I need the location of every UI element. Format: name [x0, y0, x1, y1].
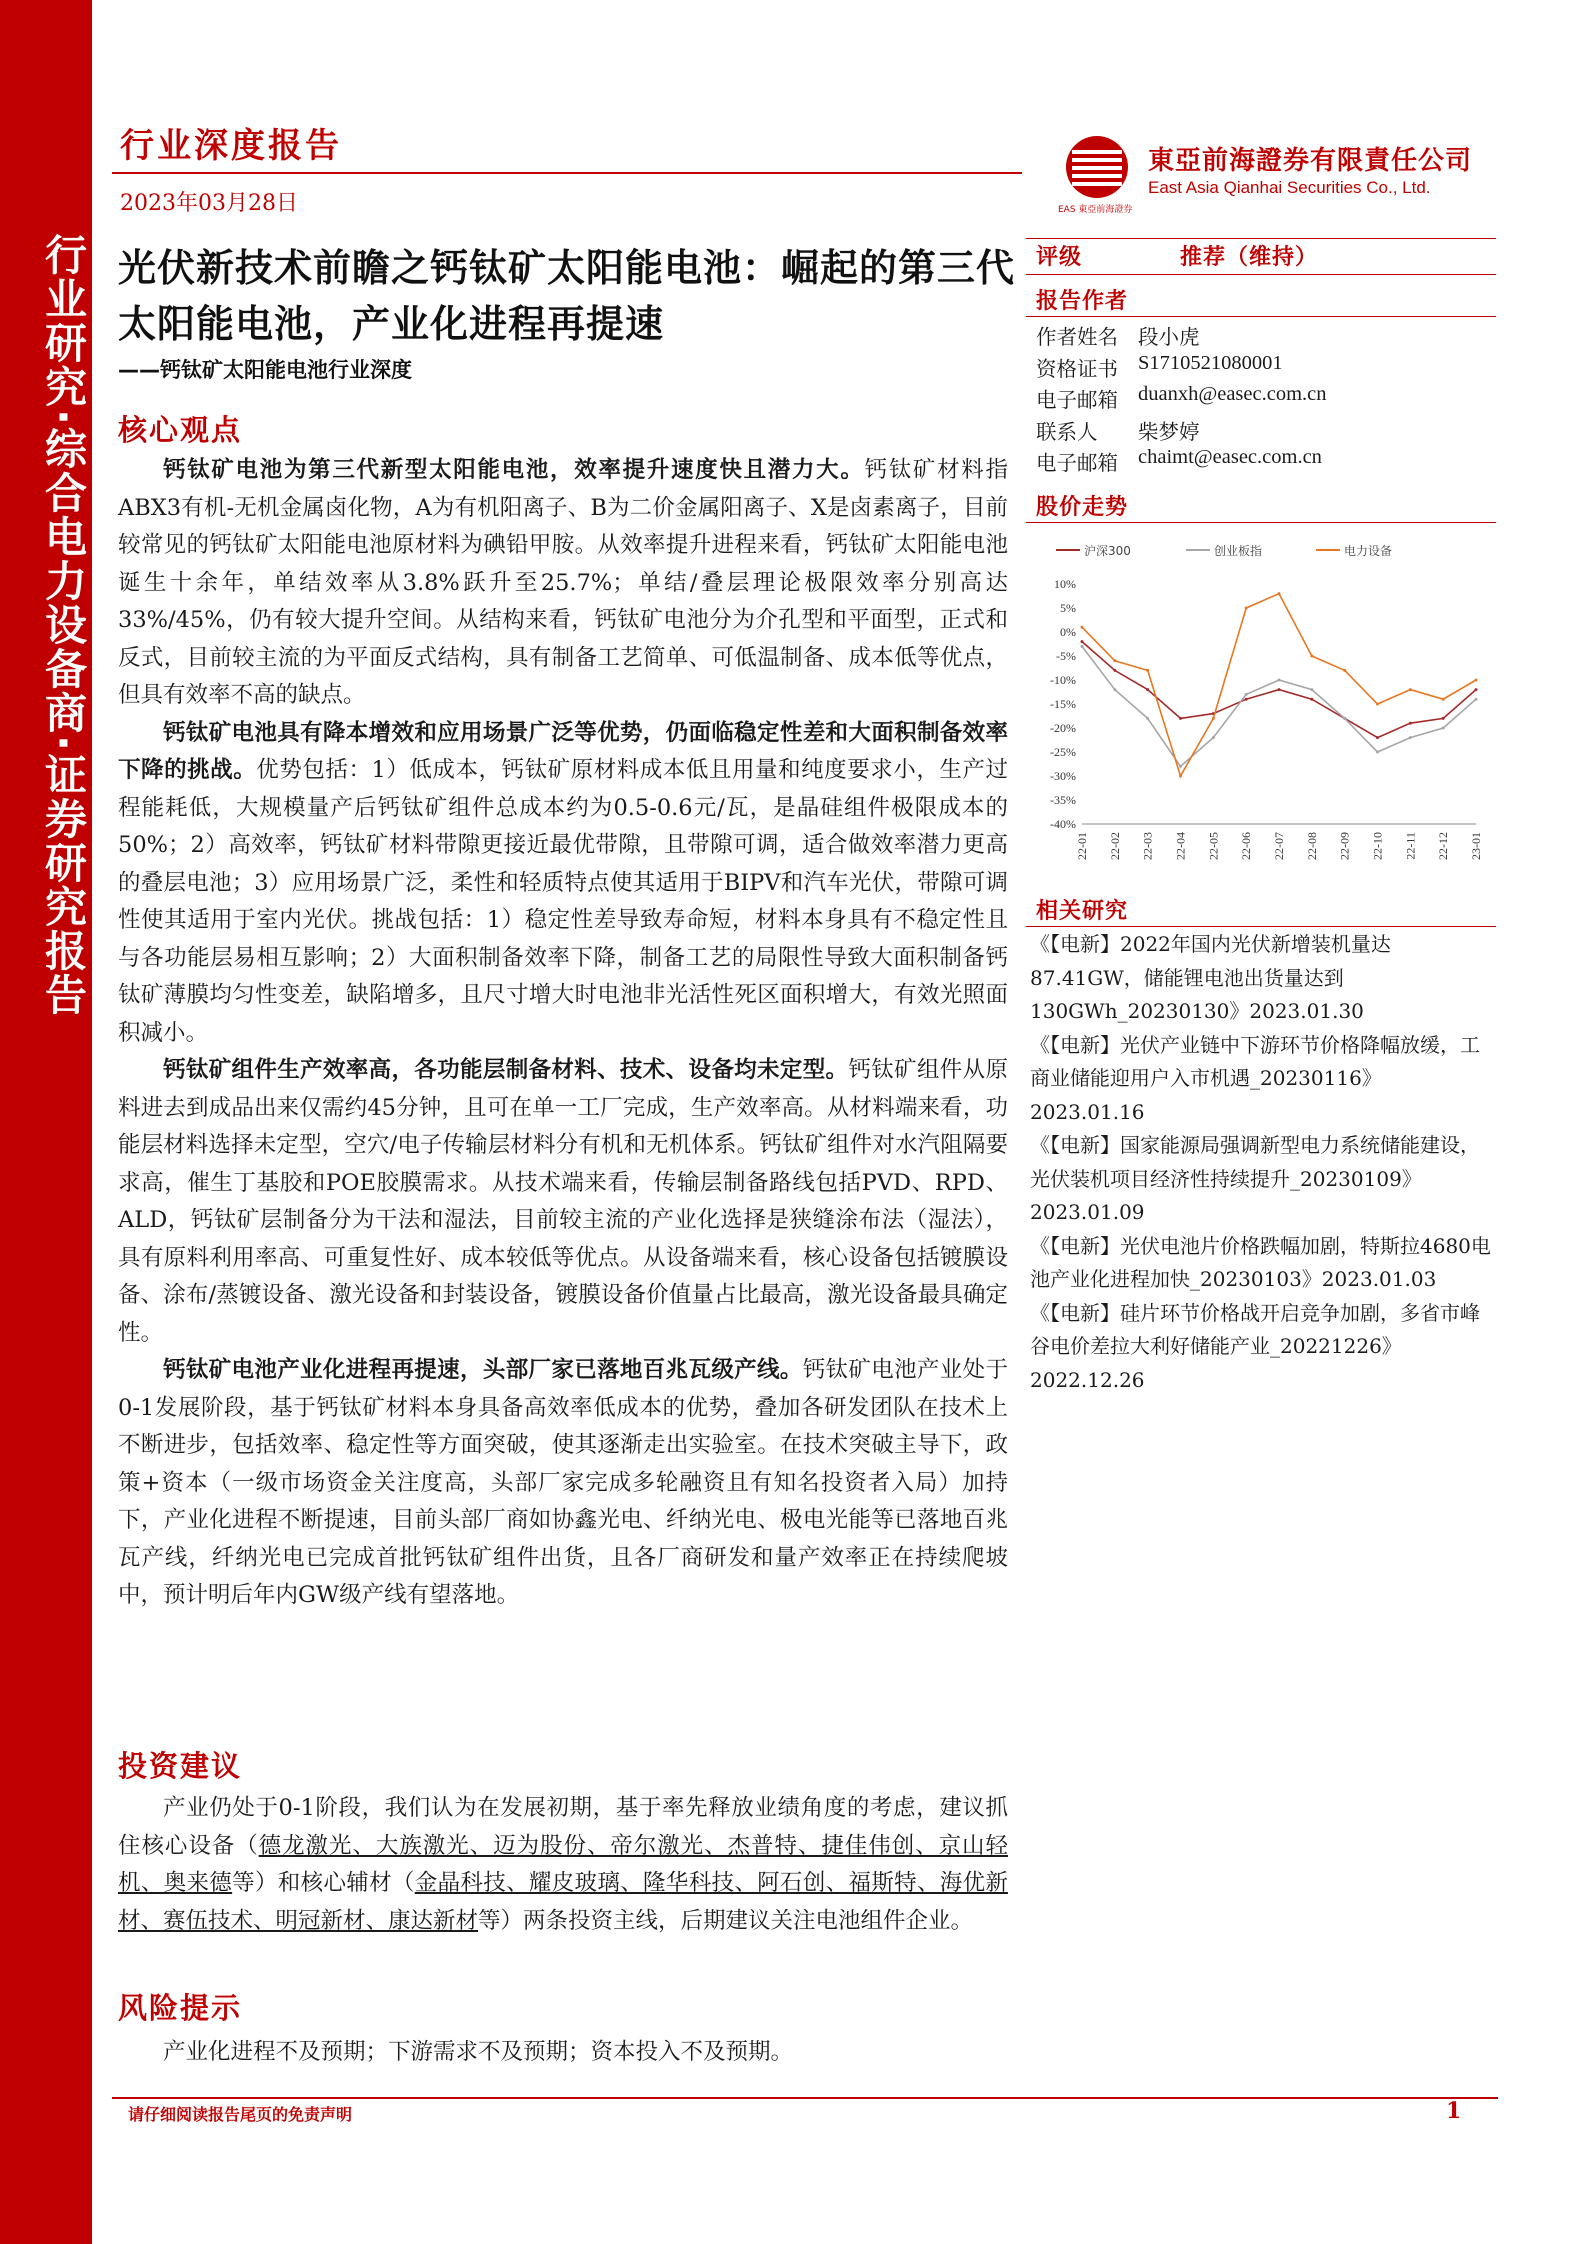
core-paragraph-2: [118, 715, 1008, 1053]
data-point: [1113, 659, 1116, 662]
section-invest-advice: 投资建议: [118, 1749, 243, 1783]
side-label: 行业研究·综合电力设备商·证券研究报告: [39, 233, 88, 1017]
report-date: 2023年03月28日: [120, 191, 298, 216]
price-trend-chart: [1026, 532, 1496, 872]
data-point: [1376, 703, 1379, 706]
x-tick-label: 22-02: [1107, 832, 1122, 860]
report-subtitle: ——钙钛矿太阳能电池行业深度: [118, 358, 412, 382]
data-point: [1146, 669, 1149, 672]
author-value: 柴梦婷: [1138, 421, 1200, 444]
x-tick-label: 22-10: [1370, 832, 1385, 860]
header-divider: [112, 172, 1022, 174]
data-point: [1376, 736, 1379, 739]
company-logo-icon: [1064, 134, 1130, 200]
data-point: [1409, 688, 1412, 691]
data-point: [1475, 698, 1478, 701]
invest-paragraph: [118, 1790, 1008, 1940]
author-value: 段小虎: [1138, 327, 1200, 349]
y-tick-label: -40%: [1050, 817, 1076, 831]
author-row: [1036, 352, 1486, 384]
y-tick-label: -10%: [1050, 673, 1076, 687]
data-point: [1081, 645, 1084, 648]
company-name-cn: 東亞前海證券有限責任公司: [1148, 146, 1473, 176]
y-tick-label: -15%: [1050, 697, 1076, 711]
data-point: [1179, 775, 1182, 778]
section-core-views: 核心观点: [118, 413, 243, 447]
data-point: [1278, 688, 1281, 691]
author-key: 电子邮箱: [1036, 388, 1118, 412]
data-point: [1343, 717, 1346, 720]
rating-value: 推荐（维持）: [1180, 245, 1319, 270]
data-point: [1475, 688, 1478, 691]
y-tick-label: -25%: [1050, 745, 1076, 759]
invest-core-equipment: 德龙激光、大族激光、迈为股份、帝尔激光、杰普特、捷佳伟创、京山轻机、奥来德: [118, 1832, 1008, 1896]
core-body: [118, 452, 1008, 1615]
data-point: [1245, 698, 1248, 701]
data-point: [1081, 640, 1084, 643]
author-key: 联系人: [1036, 419, 1098, 444]
x-tick-label: 22-06: [1239, 832, 1254, 860]
rating-bottom-rule: [1026, 274, 1496, 275]
author-key: 电子邮箱: [1036, 451, 1118, 475]
data-point: [1146, 688, 1149, 691]
page-number: 1: [1446, 2098, 1462, 2124]
related-item[interactable]: 《【电新】国家能源局强调新型电力系统储能建设，光伏装机项目经济性持续提升_20230109》2023.01.09: [1030, 1133, 1480, 1224]
author-email[interactable]: chaimt@easec.com.cn: [1138, 446, 1322, 468]
data-point: [1442, 698, 1445, 701]
data-point: [1310, 698, 1313, 701]
y-tick-label: -30%: [1050, 769, 1076, 783]
data-point: [1376, 751, 1379, 754]
data-point: [1245, 693, 1248, 696]
invest-text-1: 产业仍处于0-1阶段，我们认为在发展初期，基于率先释放业绩角度的考虑，建议抓住核心设备（: [118, 1795, 1008, 1859]
x-tick-label: 22-12: [1436, 832, 1451, 860]
author-row: [1036, 383, 1486, 415]
data-point: [1475, 679, 1478, 682]
author-email[interactable]: duanxh@easec.com.cn: [1138, 383, 1327, 405]
x-tick-label: 22-03: [1140, 832, 1155, 860]
related-research-list: [1030, 928, 1496, 1397]
data-point: [1409, 722, 1412, 725]
data-point: [1442, 717, 1445, 720]
related-item[interactable]: 《【电新】光伏电池片价格跌幅加剧，特斯拉4680电池产业化进程加快_20230103》2023.01.03: [1030, 1233, 1491, 1291]
series-line: [1082, 646, 1476, 766]
y-tick-label: -5%: [1056, 649, 1076, 663]
x-tick-label: 22-04: [1173, 832, 1188, 860]
x-tick-label: 22-09: [1337, 832, 1352, 860]
report-title: 光伏新技术前瞻之钙钛矿太阳能电池：崛起的第三代太阳能电池，产业化进程再提速: [118, 246, 1016, 346]
legend-label: 创业板指: [1214, 544, 1263, 558]
core-p2-lead: 钙钛矿电池具有降本增效和应用场景广泛等优势，仍面临稳定性差和大面积制备效率下降的挑战。: [118, 719, 1008, 783]
footer-divider: [112, 2097, 1498, 2099]
disclaimer-note: 请仔细阅读报告尾页的免责声明: [128, 2105, 353, 2124]
x-tick-label: 22-05: [1206, 832, 1221, 860]
invest-text-3: 等）两条投资主线，后期建议关注电池组件企业。: [478, 1907, 974, 1934]
data-point: [1113, 688, 1116, 691]
data-point: [1409, 736, 1412, 739]
y-tick-label: -35%: [1050, 793, 1076, 807]
data-point: [1179, 717, 1182, 720]
risk-body: [118, 2034, 1008, 2072]
price-trend-heading: 股价走势: [1036, 495, 1129, 520]
legend-label: 电力设备: [1344, 544, 1393, 558]
authors-rule: [1026, 316, 1496, 317]
data-point: [1442, 727, 1445, 730]
price-trend-rule: [1026, 522, 1496, 523]
data-point: [1146, 717, 1149, 720]
related-item[interactable]: 《【电新】2022年国内光伏新增装机量达87.41GW，储能锂电池出货量达到130GWh_20230130》2023.01.30: [1030, 932, 1391, 1023]
core-p3-text: 钙钛矿组件从原料进去到成品出来仅需约45分钟，且可在单一工厂完成，生产效率高。从材料端来看，功能层材料选择未定型，空穴/电子传输层材料分有机和无机体系。钙钛矿组件对水汽阻隔要求高，催生丁基胶和POE胶膜需求。从技术端来看，传输层制备路线包括PVD、RPD、ALD，钙钛矿层制备分为干法和湿法，目前较主流的产业化选择是狭缝涂布法（湿法），具有原料利用率高、可重复性好、成本较低等优点。从设备端来看，核心设备包括镀膜设备、涂布/蒸镀设备、激光设备和封装设备，镀膜设备价值量占比最高，激光设备最具确定性。: [118, 1057, 1008, 1346]
author-key: 作者姓名: [1036, 325, 1118, 349]
related-item[interactable]: 《【电新】光伏产业链中下游环节价格降幅放缓，工商业储能迎用户入市机遇_20230116》2023.01.16: [1030, 1032, 1480, 1124]
data-point: [1278, 592, 1281, 595]
logo-caption: EAS 東亞前海證券: [1058, 205, 1133, 215]
core-p2-text: 优势包括：1）低成本，钙钛矿原材料成本低且用量和纯度要求小，生产过程能耗低，大规模量产后钙钛矿组件总成本约为0.5-0.6元/瓦，是晶硅组件极限成本的50%；2）高效率，钙钛矿材料带隙更接近最优带隙，且带隙可调，适合做效率潜力更高的叠层电池；3）应用场景广泛，柔性和轻质特点使其适用于BIPV和汽车光伏，带隙可调性使其适用于室内光伏。挑战包括：1）稳定性差导致寿命短，材料本身具有不稳定性且与各功能层易相互影响；2）大面积制备效率下降，制备工艺的局限性导致大面积制备钙钛矿薄膜均匀性变差，缺陷增多，且尺寸增大时电池非光活性死区面积增大，有效光照面积减小。: [118, 757, 1008, 1046]
x-tick-label: 22-11: [1403, 832, 1418, 860]
section-risk: 风险提示: [118, 1991, 243, 2025]
data-point: [1343, 669, 1346, 672]
rating-top-rule: [1026, 238, 1496, 239]
core-paragraph-3: [118, 1052, 1008, 1352]
y-tick-label: 0%: [1060, 625, 1076, 639]
related-item[interactable]: 《【电新】硅片环节价格战开启竞争加剧，多省市峰谷电价差拉大利好储能产业_20221226》2022.12.26: [1030, 1300, 1480, 1392]
data-point: [1245, 607, 1248, 610]
y-tick-label: 5%: [1060, 601, 1076, 615]
core-p4-text: 钙钛矿电池产业处于0-1发展阶段，基于钙钛矿材料本身具备高效率低成本的优势，叠加各研发团队在技术上不断进步，包括效率、稳定性等方面突破，使其逐渐走出实验室。在技术突破主导下，政策+资本（一级市场资金关注度高，头部厂家完成多轮融资且有知名投资者入局）加持下，产业化进程不断提速，目前头部厂商如协鑫光电、纤纳光电、极电光能等已落地百兆瓦产线，纤纳光电已完成首批钙钛矿组件出货，且各厂商研发和量产效率正在持续爬坡中，预计明后年内GW级产线有望落地。: [118, 1357, 1008, 1608]
x-tick-label: 22-07: [1272, 832, 1286, 860]
invest-body: [118, 1790, 1008, 1940]
rating-label: 评级: [1036, 245, 1083, 270]
company-name-en: East Asia Qianhai Securities Co., Ltd.: [1148, 178, 1431, 197]
data-point: [1179, 765, 1182, 768]
invest-text-2: 等）和核心辅材（: [232, 1870, 415, 1896]
related-heading: 相关研究: [1036, 899, 1129, 924]
data-point: [1081, 626, 1084, 629]
risk-text: 产业化进程不及预期；下游需求不及预期；资本投入不及预期。: [163, 2039, 794, 2065]
data-point: [1310, 655, 1313, 658]
data-point: [1212, 717, 1215, 720]
core-paragraph-1: [118, 452, 1008, 715]
core-paragraph-4: [118, 1352, 1008, 1615]
report-type: 行业深度报告: [120, 126, 342, 166]
series-line: [1082, 594, 1476, 776]
authors-heading: 报告作者: [1036, 289, 1129, 314]
data-point: [1310, 688, 1313, 691]
core-p3-lead: 钙钛矿组件生产效率高，各功能层制备材料、技术、设备均未定型。: [163, 1057, 849, 1083]
author-row: [1036, 320, 1486, 352]
x-tick-label: 23-01: [1469, 832, 1483, 860]
author-row: [1036, 446, 1486, 478]
y-tick-label: -20%: [1050, 721, 1076, 735]
author-row: [1036, 415, 1486, 447]
legend-label: 沪深300: [1084, 544, 1131, 558]
invest-core-materials: 金晶科技、耀皮玻璃、隆华科技、阿石创、福斯特、海优新材、赛伍技术、明冠新材、康达新材: [118, 1870, 1008, 1934]
data-point: [1113, 669, 1116, 672]
core-p1-text: 钙钛矿材料指ABX3有机-无机金属卤化物，A为有机阳离子、B为二价金属阳离子、X是卤素离子，目前较常见的钙钛矿太阳能电池原材料为碘铅甲胺。从效率提升进程来看，钙钛矿太阳能电池诞生十余年，单结效率从3.8%跃升至25.7%；单结/叠层理论极限效率分别高达33%/45%，仍有较大提升空间。从结构来看，钙钛矿电池分为介孔型和平面型，正式和反式，目前较主流的为平面反式结构，具有制备工艺简单、可低温制备、成本低等优点，但具有效率不高的缺点。: [118, 457, 1008, 708]
author-value: S1710521080001: [1138, 351, 1283, 374]
data-point: [1278, 679, 1281, 682]
x-tick-label: 22-01: [1075, 832, 1089, 860]
author-table: [1036, 320, 1486, 478]
x-tick-label: 22-08: [1304, 832, 1319, 860]
y-tick-label: 10%: [1054, 577, 1076, 591]
data-point: [1212, 736, 1215, 739]
core-p1-lead: 钙钛矿电池为第三代新型太阳能电池，效率提升速度快且潜力大。: [163, 457, 865, 483]
related-rule: [1026, 926, 1496, 927]
author-key: 资格证书: [1036, 356, 1118, 381]
core-p4-lead: 钙钛矿电池产业化进程再提速，头部厂家已落地百兆瓦级产线。: [163, 1357, 803, 1383]
